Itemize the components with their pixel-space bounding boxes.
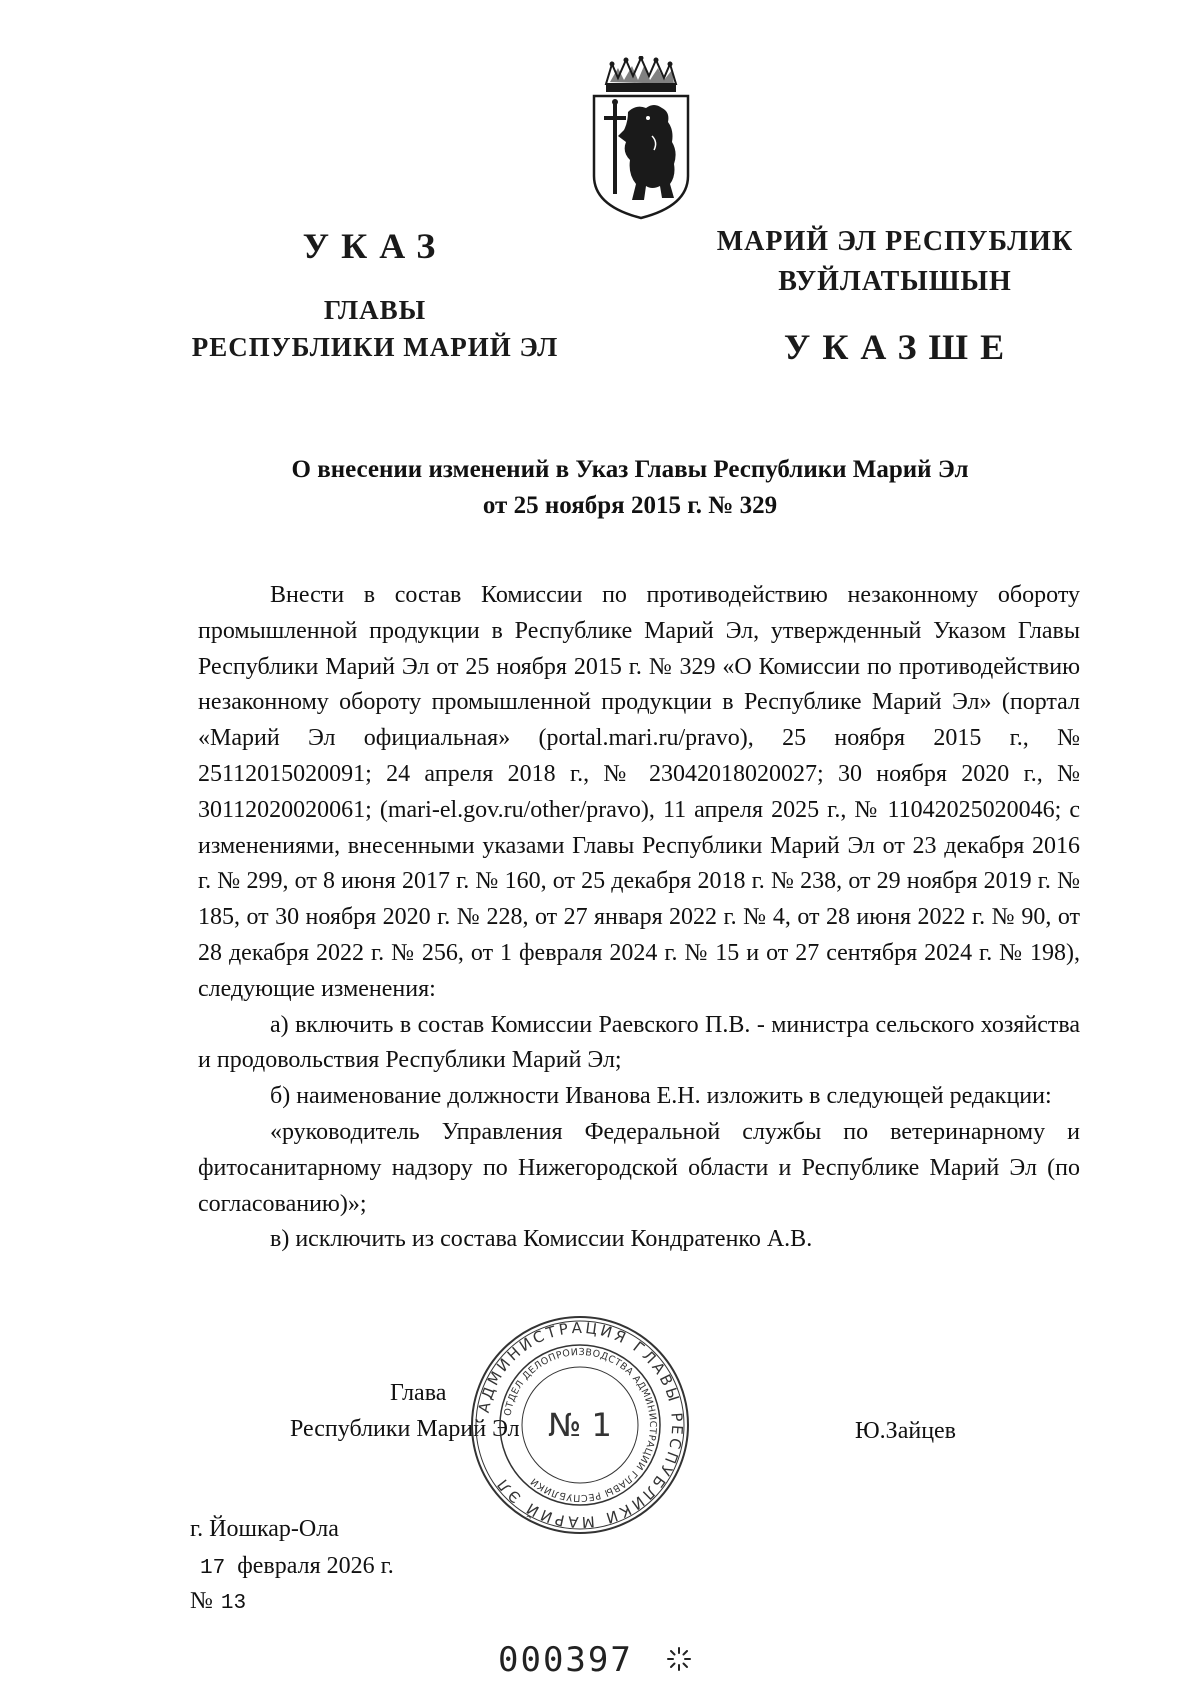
issue-place: г. Йошкар-Ола [190,1516,339,1542]
document-title-line2: от 25 ноября 2015 г. № 329 [482,492,778,519]
document-title-line1: О внесении изменений в Указ Главы Республики Марий Эл [291,456,969,483]
coat-of-arms-emblem [588,56,694,224]
document-title [180,452,1080,524]
issue-date [190,1553,394,1580]
decree-issuer-line2-ru: РЕСПУБЛИКИ МАРИЙ ЭЛ [191,332,559,362]
body-paragraph-b: б) наименование должности Иванова Е.Н. изложить в следующей редакции: [270,1083,1052,1110]
decree-number [190,1588,246,1615]
signatory-role-line2: Республики Марий Эл [290,1416,520,1442]
decree-title-mari: УКАЗШЕ [783,327,1017,367]
seal-inner-text: ОТДЕЛ ДЕЛОПРОИЗВОДСТВА АДМИНИСТРАЦИИ ГЛАВЫ РЕСПУБЛИКИ [502,1346,659,1504]
signatory-name: Ю.Зайцев [855,1418,957,1444]
asterisk-mark-icon [666,1646,692,1672]
official-seal-stamp [465,1310,695,1540]
decree-issuer-line2-mari: ВУЙЛАТЫШЫН [778,266,1012,297]
seal-number: № 1 [548,1406,612,1444]
signatory-role-line1: Глава [390,1380,447,1406]
body-paragraph-main: Внести в состав Комиссии по противодействию незаконному обороту промышленной продукции в Республике Марий Эл, утвержденный Указом Главы Республики Марий Эл от 25 ноября 2015 г. № 329 «О Комиссии по противодействию незаконному обороту промышленной продукции в Республике Марий Эл» (портал «Марий Эл официальная» (portal.mari.ru/pravo), 25 ноября 2015 г., № 25112015020091; 24 апреля 2018 г., № 23042018020027; 30 ноября 2020 г., № 30112020020061; (mari-el.gov.ru/other/pravo), 11 апреля 2025 г., № 11042025020046; с изменениями, внесенными указами Главы Республики Марий Эл от 23 декабря 2016 г. № 299, от 8 июня 2017 г. № 160, от 25 декабря 2018 г. № 238, от 29 ноября 2019 г. № 185, от 30 ноября 2020 г. № 228, от 27 января 2022 г. № 4, от 28 июня 2022 г. № 90, от 28 декабря 2022 г. № 256, от 1 февраля 2024 г. № 15 и от 27 сентября 2024 г. № 198), следующие изменения: [198,582,1080,1002]
form-serial-number: 000397 [498,1640,633,1680]
body-paragraph-v: в) исключить из состава Комиссии Кондратенко А.В. [270,1226,813,1253]
issue-date-day: 17 [200,1557,226,1580]
body-paragraph-a: а) включить в состав Комиссии Раевского П.В. - министра сельского хозяйства и продовольствия Республики Марий Эл; [198,1011,1080,1074]
decree-issuer-line1-mari: МАРИЙ ЭЛ РЕСПУБЛИК [716,226,1074,257]
body-paragraph-b-quote: «руководитель Управления Федеральной службы по ветеринарному и фитосанитарному надзору по Нижегородской области и Республике Марий Эл (по согласованию)»; [198,1118,1080,1217]
seal-outer-text: АДМИНИСТРАЦИЯ ГЛАВЫ РЕСПУБЛИКИ МАРИЙ ЭЛ [474,1318,687,1532]
issue-date-month-year: февраля 2026 г. [237,1553,394,1579]
decree-title-ru: УКАЗ [302,226,448,266]
decree-number-value: 13 [220,1592,247,1615]
decree-issuer-line1-ru: ГЛАВЫ [323,295,427,325]
decree-number-label: № [190,1588,213,1614]
document-body [198,578,1080,1258]
